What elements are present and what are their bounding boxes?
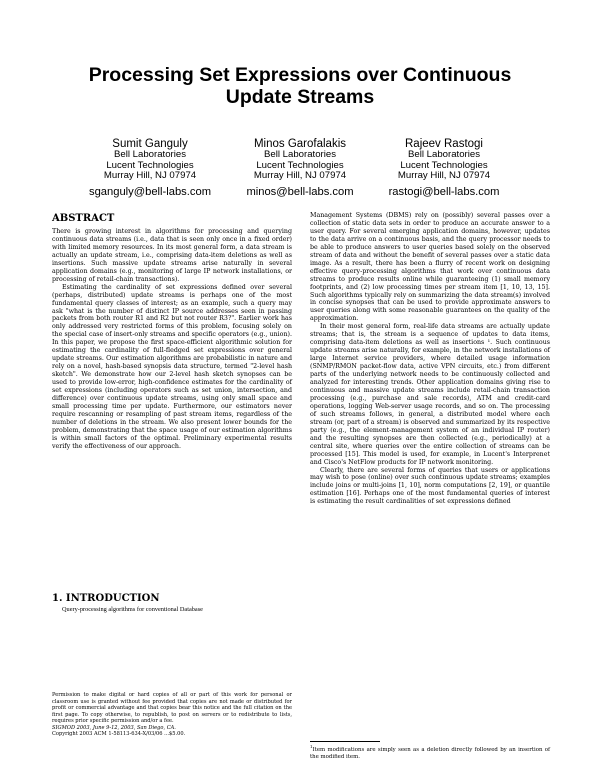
author-block [0,138,600,198]
author-name: Sumit Ganguly [112,138,188,150]
author-affiliation: Lucent Technologies [106,159,194,171]
title-line-1: Processing Set Expressions over Continuous [88,64,512,86]
author-1 [65,138,235,199]
abstract-heading: ABSTRACT [52,213,115,224]
author-name: Minos Garofalakis [253,138,347,150]
author-address: Murray Hill, NJ 07974 [253,170,347,181]
author-affiliation: Lucent Technologies [400,159,488,171]
intro-text [52,606,292,614]
author-address: Murray Hill, NJ 07974 [397,170,491,181]
footnote-divider [310,741,380,742]
body-paragraph: Clearly, there are several forms of queries that users or applications may wish to pose (online) over such continuous update streams; examples include joins or multi-joins [1, 10], norm computations [2, 19], or quantile estimation [16]. Perhaps one of the most fundamental queries of interest is estimating the result cardinalities of set expressions defined [310,466,550,506]
title-line-2: Update Streams [225,86,375,108]
permission-text: Permission to make digital or hard copies of all or part of this work for personal or classroom use is granted without fee provided that copies are not made or distributed for profit or commercial advantage and that copies bear this notice and the full citation on the first page. To copy otherwise, to republish, to post on servers or to redistribute to lists, requires prior specific permission and/or a fee. [52,692,292,724]
copyright-line: Copyright 2003 ACM 1-58113-634-X/03/06 ...$5.00. [52,731,186,737]
intro-heading: 1. INTRODUCTION [52,593,160,604]
paper-title [0,64,600,108]
abstract-paragraph: There is growing interest in algorithms for processing and querying continuous data streams (i.e., data that is seen only once in a fixed order) with limited memory resources. In its most general form, a data stream is actually an update stream, i.e., comprising data-item deletions as well as insertions. Such massive update streams arise naturally in several application domains (e.g., monitoring of large IP network installations, or processing of retail-chain transactions). [52,228,292,283]
footnote-text: Item modifications are simply seen as a deletion directly followed by an insertion of the modified item. [310,746,550,760]
author-affiliation: Bell Laboratories [114,149,186,160]
intro-paragraph: Query-processing algorithms for conventional Database [62,606,203,613]
author-affiliation: Lucent Technologies [256,159,344,171]
author-name: Rajeev Rastogi [405,138,483,150]
author-affiliation: Bell Laboratories [408,149,480,160]
body-paragraph: Management Systems (DBMS) rely on (possibly) several passes over a collection of static data sets in order to produce an accurate answer to a user query. For several emerging application domains, however, updates to the data arrive on a continuous basis, and the query processor needs to be able to produce answers to user queries based solely on the observed stream of data and without the benefit of several passes over a static data image. As a result, there has been a flurry of recent work on designing effective query-processing algorithms that work over continuous data streams to produce results online while guaranteeing (1) small memory footprints, and (2) low processing times per stream item [1, 10, 13, 15]. Such algorithms typically rely on summarizing the data stream(s) involved in concise synopses that can be used to provide approximate answers to user queries along with some reasonable guarantees on the quality of the approximation. [310,212,550,323]
author-address: Murray Hill, NJ 07974 [103,170,197,181]
author-3 [359,138,529,199]
left-column [52,212,292,451]
conference-line: SIGMOD 2003, June 9-12, 2003, San Diego, CA. [52,724,176,731]
author-affiliation: Bell Laboratories [264,149,336,160]
footnote [310,744,550,760]
footnote-mark: 1 [310,744,313,749]
author-email: sganguly@bell-labs.com [88,185,212,198]
author-email: rastogi@bell-labs.com [388,185,500,198]
body-paragraph: In their most general form, real-life data streams are actually update streams; that is, the stream is a sequence of updates to data items, comprising data-item deletions as well as insertions ¹. Such continuous update streams arise naturally, for example, in the network installations of large Internet service providers, where detailed usage information (SNMP/RMON packet-flow data, active VPN circuits, etc.) from different parts of the underlying network needs to be continuously collected and analyzed for interesting trends. Other application domains giving rise to continuous and massive update streams include retail-chain transaction processing (e.g., purchase and sale records), ATM and credit-card operations, logging Web-server usage records, and so on. The processing of such streams follows, in general, a distributed model where each stream (or, part of a stream) is observed and summarized by its respective party (e.g., the element-management system of an individual IP router) and the resulting synopses are then collected (e.g., periodically) at a central site, where queries over the entire collection of streams can be processed [15]. This model is used, for example, in Lucent's Interprenet and Cisco's NetFlow products for IP network monitoring. [310,323,550,466]
author-email: minos@bell-labs.com [246,185,354,198]
right-column [310,212,550,506]
permission-notice [52,692,292,738]
abstract-paragraph: Estimating the cardinality of set expressions defined over several (perhaps, distributed) update streams is perhaps one of the most fundamental query classes of interest; as an example, such a query may ask "what is the number of distinct IP source addresses seen in passing packets from both router R1 and R2 but not router R3?". Earlier work has only addressed very restricted forms of this problem, focusing solely on the special case of insert-only streams and specific operators (e.g., union). In this paper, we propose the first space-efficient algorithmic solution for estimating the cardinality of full-fledged set expressions over general update streams. Our estimation algorithms are probabilistic in nature and rely on a novel, hash-based synopsis data structure, termed "2-level hash sketch". We demonstrate how our 2-level hash sketch synopses can be used to provide low-error, high-confidence estimates for the cardinality of set expressions (including operators such as set union, intersection, and difference) over continuous update streams, using only small space and small processing time per update. Furthermore, our estimators never require rescanning or resampling of past stream items, regardless of the number of deletions in the stream. We also present lower bounds for the problem, demonstrating that the space usage of our estimation algorithms is within small factors of the optimal. Preliminary experimental results verify the effectiveness of our approach. [52,283,292,450]
